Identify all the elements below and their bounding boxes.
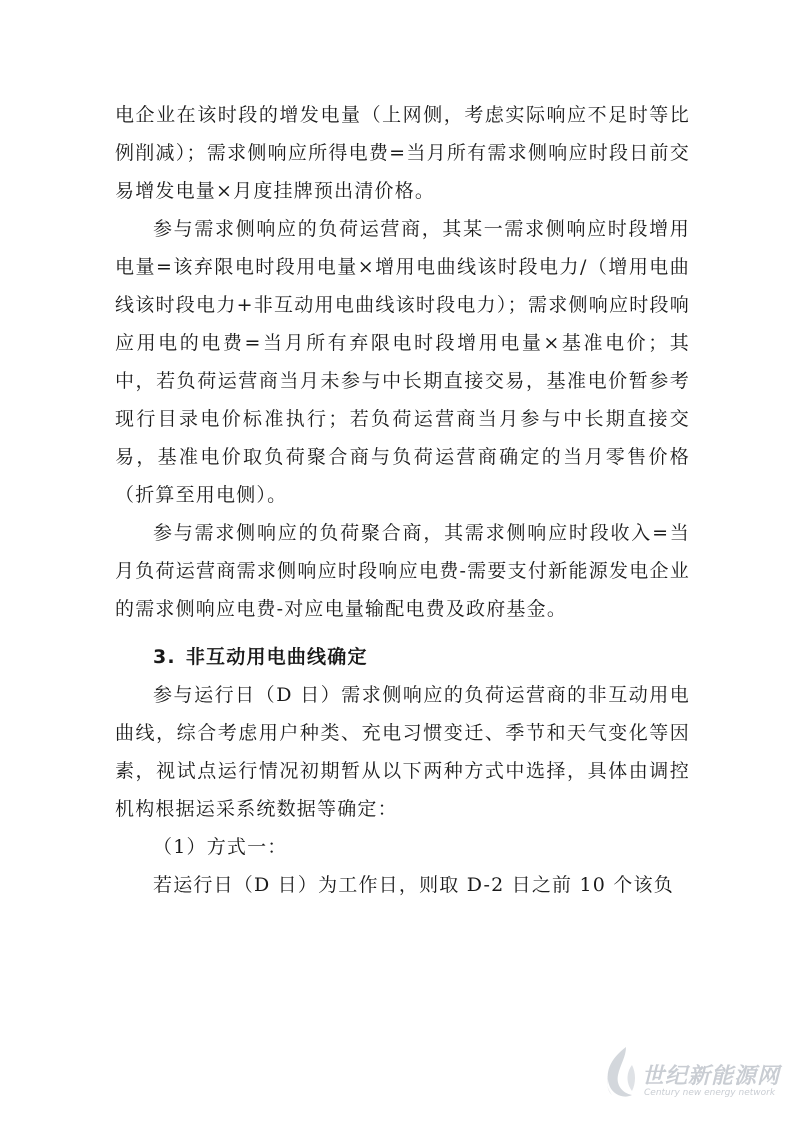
document-body xyxy=(115,96,690,904)
section-title: 非互动用电曲线确定 xyxy=(185,646,368,668)
section-number: 3. xyxy=(153,646,176,668)
watermark xyxy=(596,1043,786,1113)
flame-swirl-icon xyxy=(596,1043,640,1103)
paragraph-continued: 电企业在该时段的增发电量（上网侧，考虑实际响应不足时等比例削减）；需求侧响应所得电费=当月所有需求侧响应时段日前交易增发电量×月度挂牌预出清价格。 xyxy=(115,104,690,202)
paragraph-workday-rule: 若运行日（D 日）为工作日，则取 D-2 日之前 10 个该负 xyxy=(153,874,674,896)
paragraph-load-aggregator: 参与需求侧响应的负荷聚合商，其需求侧响应时段收入=当月负荷运营商需求侧响应时段响应电费-需要支付新能源发电企业的需求侧响应电费-对应电量输配电费及政府基金。 xyxy=(115,522,690,620)
watermark-title: 世纪新能源网 xyxy=(642,1064,781,1089)
paragraph-curve-definition: 参与运行日（D 日）需求侧响应的负荷运营商的非互动用电曲线，综合考虑用户种类、充电习惯变迁、季节和天气变化等因素，视试点运行情况初期暂从以下两种方式中选择，具体由调控机构根据运采系统数据等确定： xyxy=(115,684,690,820)
paragraph-load-operator: 参与需求侧响应的负荷运营商，其某一需求侧响应时段增用电量=该弃限电时段用电量×增用电曲线该时段电力/（增用电曲线该时段电力+非互动用电曲线该时段电力）；需求侧响应时段响应用电的电费=当月所有弃限电时段增用电量×基准电价；其中，若负荷运营商当月未参与中长期直接交易，基准电价暂参考现行目录电价标准执行；若负荷运营商当月参与中长期直接交易，基准电价取负荷聚合商与负荷运营商确定的当月零售价格（折算至用电侧）。 xyxy=(115,218,690,506)
section-heading xyxy=(115,638,690,676)
paragraph-method-one: （1）方式一： xyxy=(153,836,288,858)
watermark-subtitle: Century new energy network xyxy=(644,1088,776,1098)
